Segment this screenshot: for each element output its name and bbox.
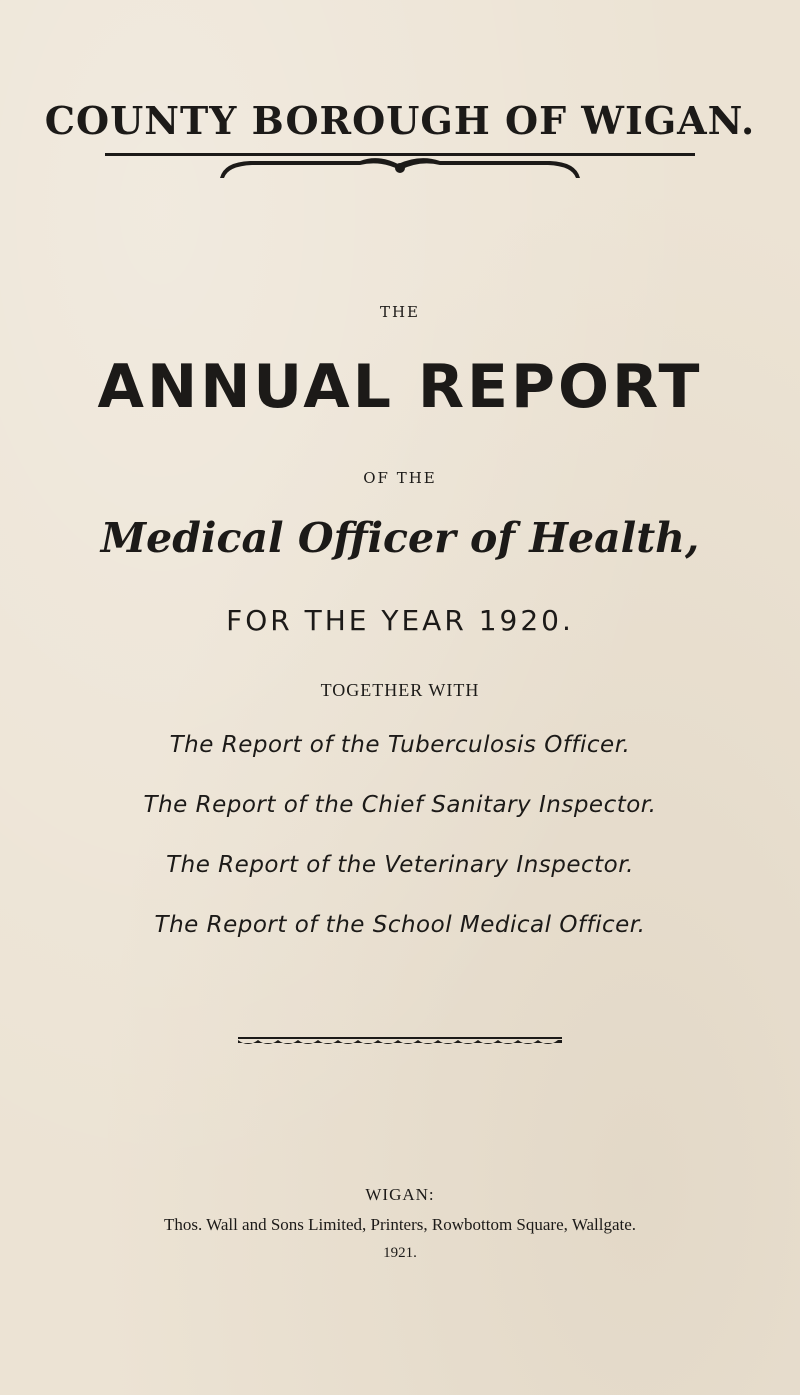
report-item: The Report of the School Medical Officer.: [154, 912, 646, 938]
divider-ornament: [238, 1036, 562, 1050]
main-title: ANNUAL REPORT: [97, 352, 703, 422]
report-item: The Report of the Chief Sanitary Inspector.: [143, 792, 657, 818]
imprint-place: WIGAN:: [365, 1185, 435, 1204]
imprint-year: 1921.: [383, 1245, 417, 1261]
of-the-label: OF THE: [363, 469, 437, 487]
report-item: The Report of the Tuberculosis Officer.: [169, 732, 631, 758]
together-with-label: TOGETHER WITH: [320, 680, 480, 700]
borough-heading: COUNTY BOROUGH OF WIGAN.: [44, 98, 756, 143]
subtitle: Medical Officer of Health,: [100, 514, 700, 562]
heading-rule-ornament: [0, 150, 800, 190]
report-item: The Report of the Veterinary Inspector.: [166, 852, 634, 878]
year-line: FOR THE YEAR 1920.: [226, 604, 574, 637]
imprint-printer: Thos. Wall and Sons Limited, Printers, Rowbottom Square, Wallgate.: [163, 1215, 637, 1234]
the-label: THE: [379, 303, 421, 321]
